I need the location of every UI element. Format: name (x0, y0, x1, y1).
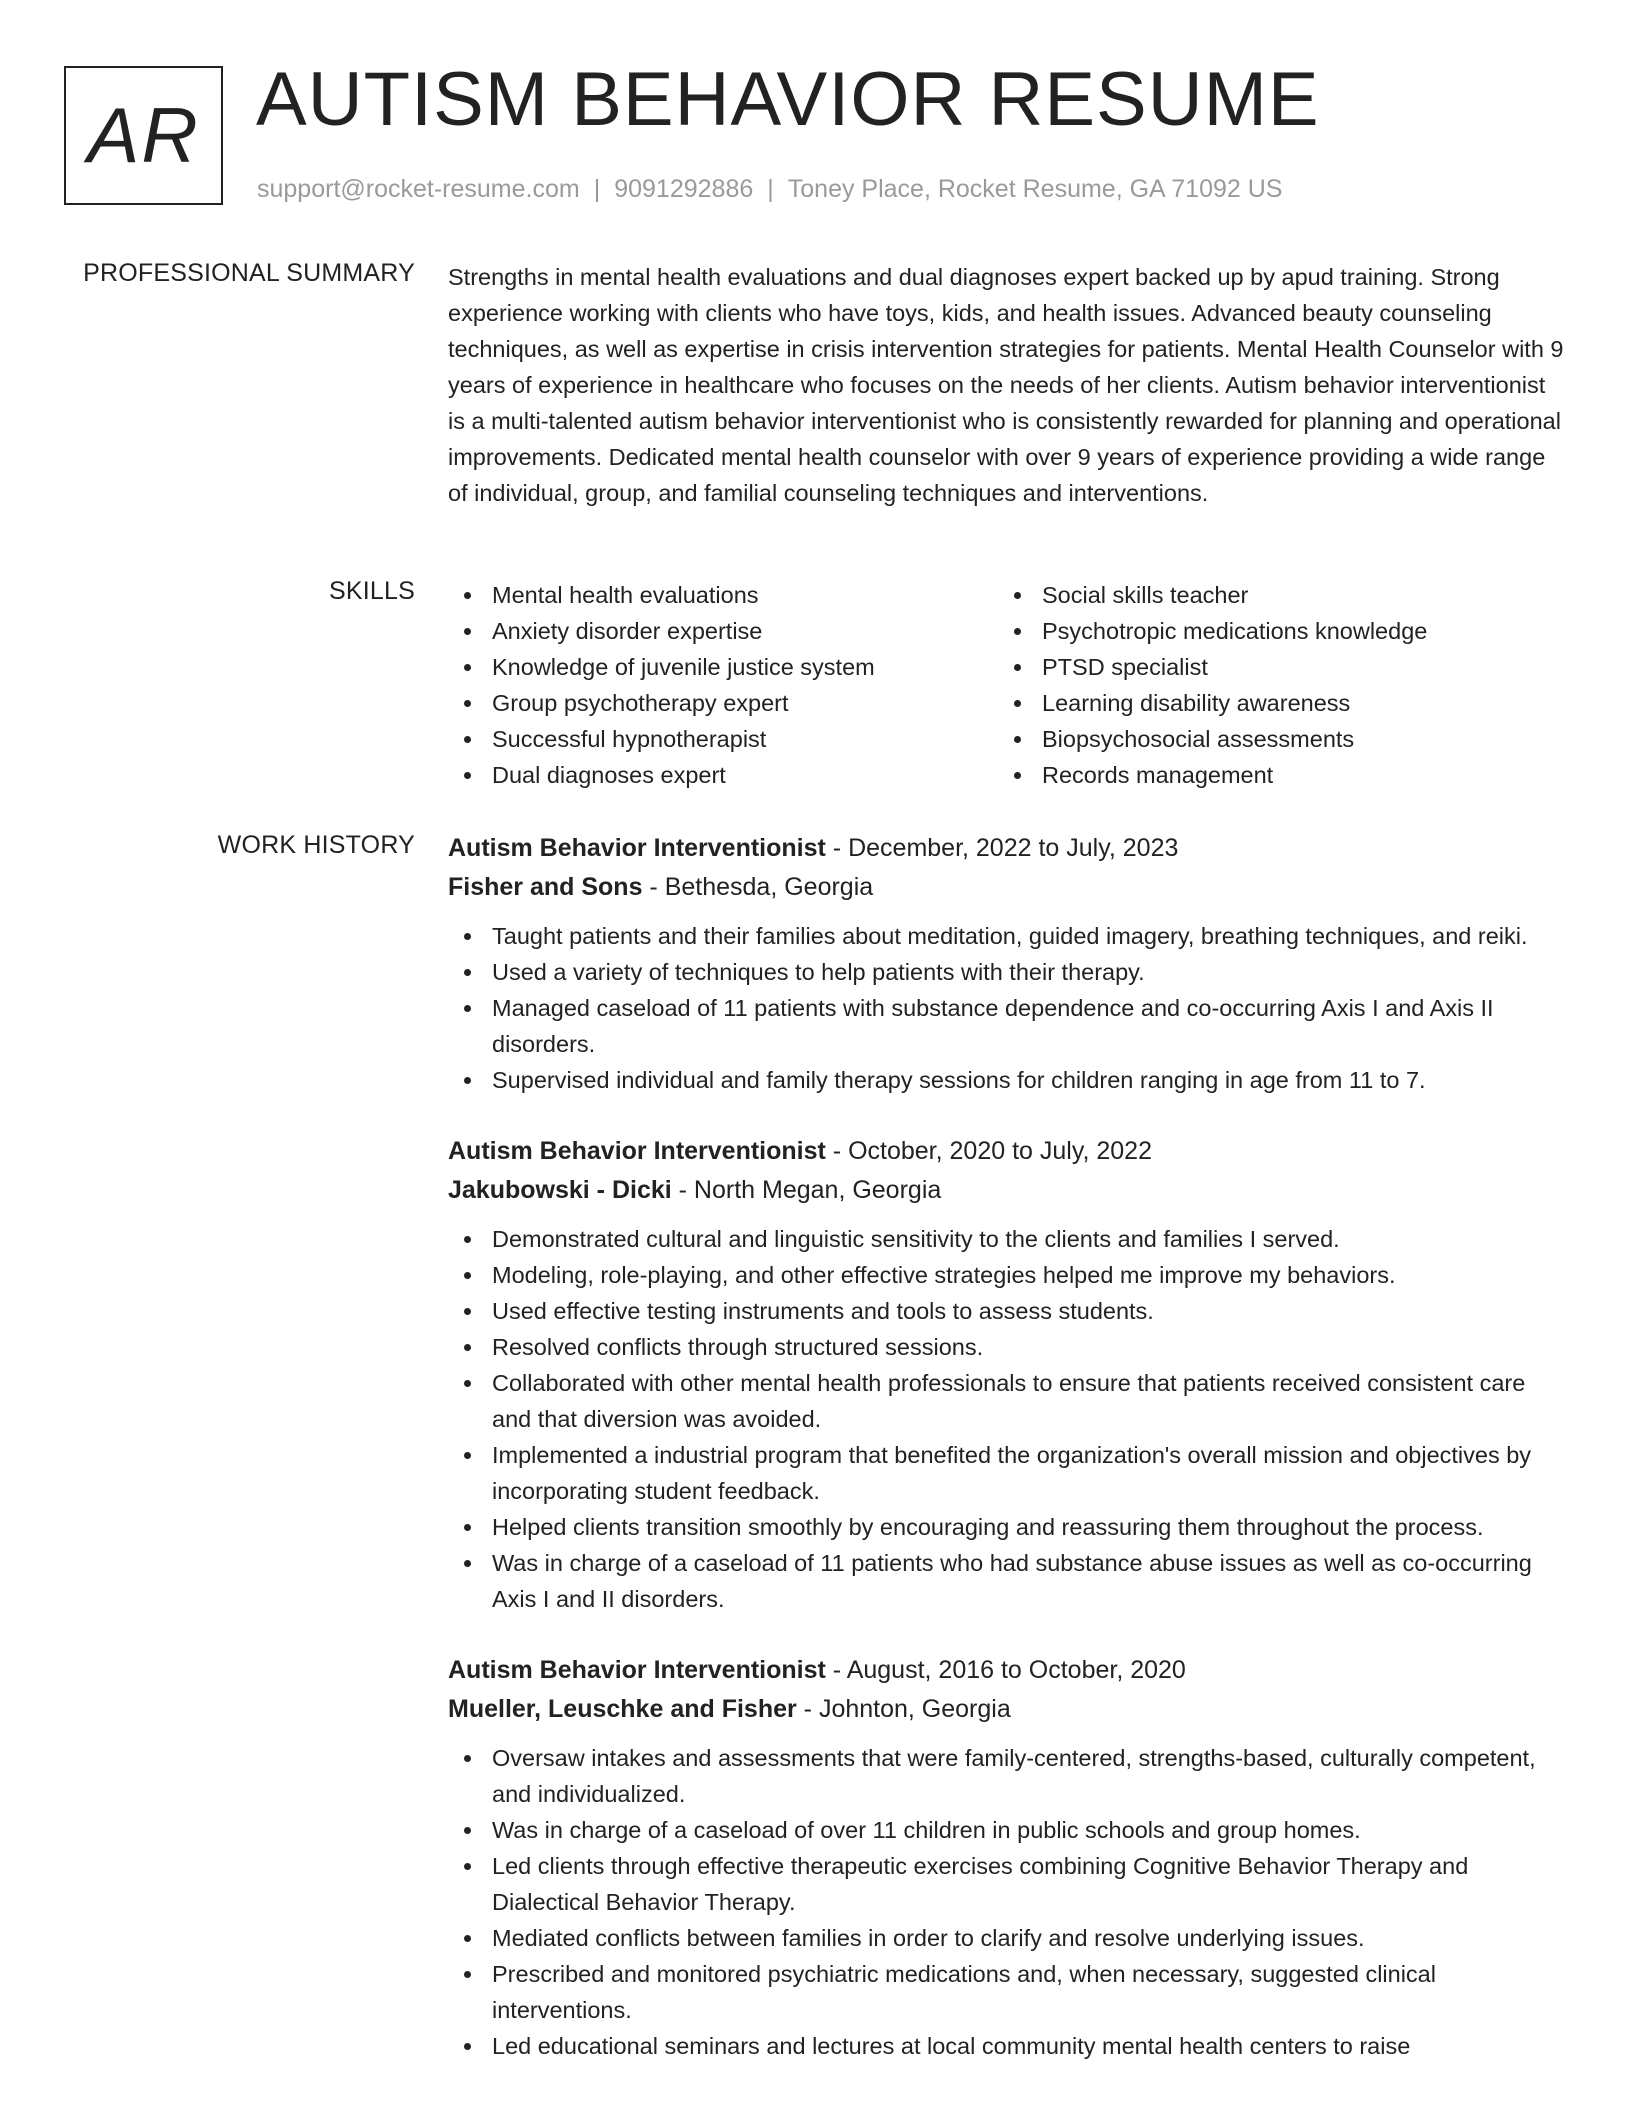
contact-separator: | (767, 175, 774, 203)
contact-phone: 9091292886 (614, 175, 754, 203)
job-dates: - August, 2016 to October, 2020 (825, 1656, 1186, 1684)
job-dates: - December, 2022 to July, 2023 (825, 834, 1179, 862)
contact-separator: | (593, 175, 601, 203)
job-bullet: Helped clients transition smoothly by encouraging and reassuring them throughout the process. (448, 1509, 1568, 1545)
job-company: Jakubowski - Dicki (448, 1176, 672, 1204)
resume-title: AUTISM BEHAVIOR RESUME (256, 57, 1320, 142)
job-bullet: Demonstrated cultural and linguistic sensitivity to the clients and families I served. (448, 1221, 1568, 1257)
skill-item: Group psychotherapy expert (448, 685, 998, 721)
skills-body (448, 577, 1568, 793)
job-bullet-list (448, 918, 1568, 1098)
monogram-text: AR (87, 91, 200, 179)
job-company: Fisher and Sons (448, 873, 643, 901)
job-title-line (448, 1132, 1568, 1171)
job-entry (448, 1132, 1568, 1617)
skill-item: Social skills teacher (998, 577, 1558, 613)
skill-item: Dual diagnoses expert (448, 757, 998, 793)
job-bullet: Led educational seminars and lectures at local community mental health centers to raise (448, 2028, 1568, 2064)
job-bullet: Taught patients and their families about meditation, guided imagery, breathing techniques, and reiki. (448, 918, 1568, 954)
job-location: - Johnton, Georgia (796, 1695, 1011, 1723)
job-bullet: Was in charge of a caseload of over 11 children in public schools and group homes. (448, 1812, 1568, 1848)
job-company-line (448, 1171, 1568, 1210)
job-title-line (448, 829, 1568, 868)
job-entry (448, 1651, 1568, 2064)
skill-item: Biopsychosocial assessments (998, 721, 1558, 757)
job-title: Autism Behavior Interventionist (448, 1137, 826, 1165)
job-bullet: Was in charge of a caseload of 11 patients who had substance abuse issues as well as co-occurring Axis I and II disorders. (448, 1545, 1568, 1617)
job-dates: - October, 2020 to July, 2022 (825, 1137, 1152, 1165)
job-bullet: Used a variety of techniques to help patients with their therapy. (448, 954, 1568, 990)
job-bullet: Modeling, role-playing, and other effective strategies helped me improve my behaviors. (448, 1257, 1568, 1293)
skills-list-right (998, 577, 1558, 793)
skills-grid (448, 577, 1568, 793)
section-label-skills: SKILLS (329, 577, 415, 605)
skill-item: PTSD specialist (998, 649, 1558, 685)
job-bullet: Resolved conflicts through structured sessions. (448, 1329, 1568, 1365)
job-bullet: Oversaw intakes and assessments that were family-centered, strengths-based, culturally competent, and individualized. (448, 1740, 1568, 1812)
skill-item: Mental health evaluations (448, 577, 998, 613)
job-bullet: Prescribed and monitored psychiatric medications and, when necessary, suggested clinical interventions. (448, 1956, 1568, 2028)
section-label-summary: PROFESSIONAL SUMMARY (83, 259, 415, 287)
job-bullet: Collaborated with other mental health professionals to ensure that patients received consistent care and that diversion was avoided. (448, 1365, 1568, 1437)
skill-item: Anxiety disorder expertise (448, 613, 998, 649)
job-bullet: Supervised individual and family therapy sessions for children ranging in age from 11 to 7. (448, 1062, 1568, 1098)
skill-item: Records management (998, 757, 1558, 793)
skill-item: Psychotropic medications knowledge (998, 613, 1558, 649)
monogram-logo (64, 66, 223, 205)
job-location: - Bethesda, Georgia (642, 873, 874, 901)
job-bullet: Mediated conflicts between families in order to clarify and resolve underlying issues. (448, 1920, 1568, 1956)
work-history-body (448, 829, 1568, 2098)
job-bullet-list (448, 1221, 1568, 1617)
job-company-line (448, 1690, 1568, 1729)
job-title: Autism Behavior Interventionist (448, 834, 826, 862)
job-company: Mueller, Leuschke and Fisher (448, 1695, 797, 1723)
skills-list-left (448, 577, 998, 793)
job-bullet: Used effective testing instruments and tools to assess students. (448, 1293, 1568, 1329)
summary-text: Strengths in mental health evaluations and dual diagnoses expert backed up by apud training. Strong experience working with clients who have toys, kids, and health issues. Advanced beauty counseling techniques, as well as expertise in crisis intervention strategies for patients. Mental Health Counselor with 9 years of experience in healthcare who focuses on the needs of her clients. Autism behavior interventionist is a multi-talented autism behavior interventionist who is consistently rewarded for planning and operational improvements. Dedicated mental health counselor with over 9 years of experience providing a wide range of individual, group, and familial counseling techniques and interventions. (448, 264, 1564, 506)
job-location: - North Megan, Georgia (671, 1176, 942, 1204)
skill-item: Knowledge of juvenile justice system (448, 649, 998, 685)
job-title-line (448, 1651, 1568, 1690)
job-title: Autism Behavior Interventionist (448, 1656, 826, 1684)
contact-email: support@rocket-resume.com (257, 175, 580, 203)
section-label-work-history: WORK HISTORY (217, 831, 415, 859)
job-bullet: Led clients through effective therapeutic exercises combining Cognitive Behavior Therapy and Dialectical Behavior Therapy. (448, 1848, 1568, 1920)
job-bullet-list (448, 1740, 1568, 2064)
job-company-line (448, 868, 1568, 907)
job-bullet: Managed caseload of 11 patients with substance dependence and co-occurring Axis I and Axis II disorders. (448, 990, 1568, 1062)
job-entry (448, 829, 1568, 1098)
job-bullet: Implemented a industrial program that benefited the organization's overall mission and objectives by incorporating student feedback. (448, 1437, 1568, 1509)
contact-address: Toney Place, Rocket Resume, GA 71092 US (787, 175, 1283, 203)
contact-line (257, 175, 1282, 204)
skill-item: Learning disability awareness (998, 685, 1558, 721)
skill-item: Successful hypnotherapist (448, 721, 998, 757)
summary-body (448, 259, 1568, 511)
